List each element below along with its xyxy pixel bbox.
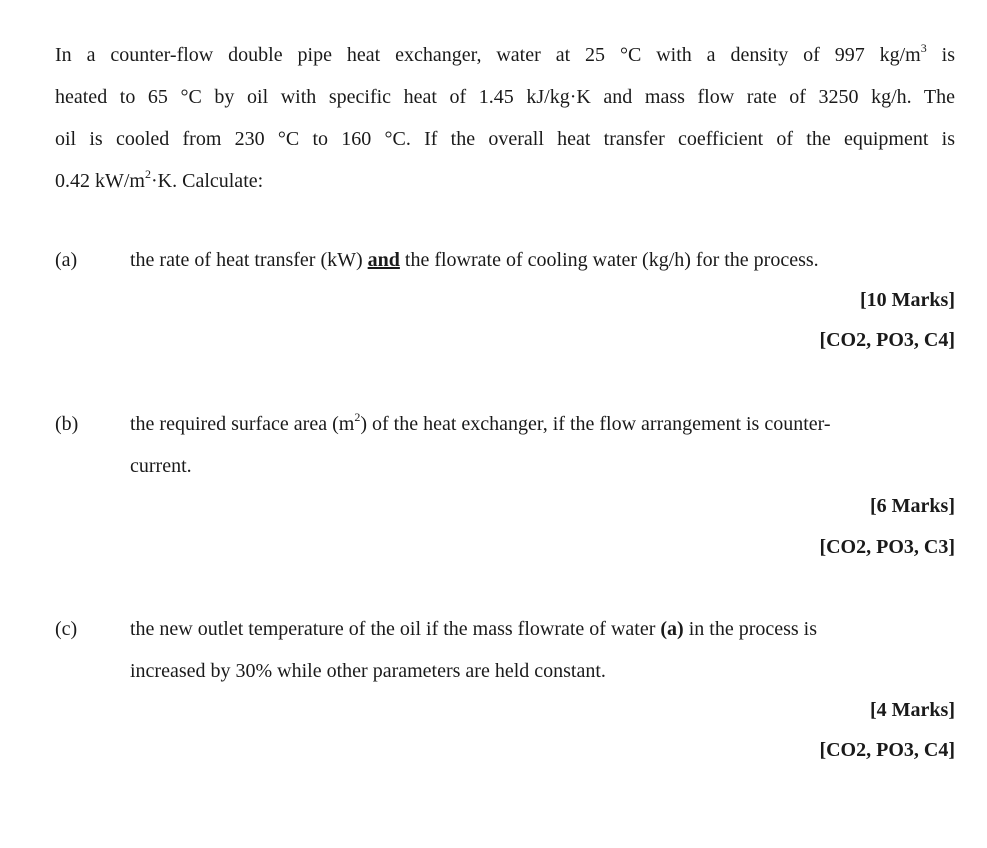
part-b-codes: [CO2, PO3, C3] — [819, 536, 955, 558]
part-c-codes: [CO2, PO3, C4] — [819, 739, 955, 761]
intro-line-2: heated to 65 °C by oil with specific heat of 1.45 kJ/kg·K and mass flow rate of 3250 kg/h. The — [55, 86, 955, 108]
part-c-text — [130, 608, 956, 692]
part-c-line-2: increased by 30% while other parameters are held constant. — [130, 660, 606, 682]
intro-line-1: In a counter-flow double pipe heat exchanger, water at 25 °C with a density of 997 $kg/m^3$ is — [55, 41, 956, 66]
part-a-label: (a) — [55, 249, 78, 271]
part-b-text — [130, 403, 956, 487]
part-b-marks: [6 Marks] — [870, 495, 955, 517]
intro-line-3: oil is cooled from 230 °C to 160 °C. If the overall heat transfer coefficient of the equipment is — [55, 128, 955, 150]
part-c-marks: [4 Marks] — [870, 699, 955, 721]
question-intro — [55, 34, 955, 202]
part-a-marks: [10 Marks] — [860, 289, 955, 311]
part-a-codes: [CO2, PO3, C4] — [819, 329, 955, 351]
part-a-text: the rate of heat transfer (kW) and the flowrate of cooling water (kg/h) for the process. — [130, 249, 819, 271]
part-a-emphasis: and — [367, 249, 400, 271]
part-b-line-1: the required surface area $(m^2)$ of the heat exchanger, if the flow arrangement is counter- — [130, 410, 831, 435]
part-c-line-1: the new outlet temperature of the oil if the mass flowrate of water (a) in the process is — [130, 618, 818, 640]
part-b-line-2: current. — [130, 455, 192, 477]
part-c-emphasis: (a) — [660, 618, 684, 640]
intro-line-4: 0.42 $kW/m^2\cdot K$. Calculate: — [55, 167, 264, 192]
part-b-label: (b) — [55, 413, 79, 435]
part-c-label: (c) — [55, 618, 78, 640]
